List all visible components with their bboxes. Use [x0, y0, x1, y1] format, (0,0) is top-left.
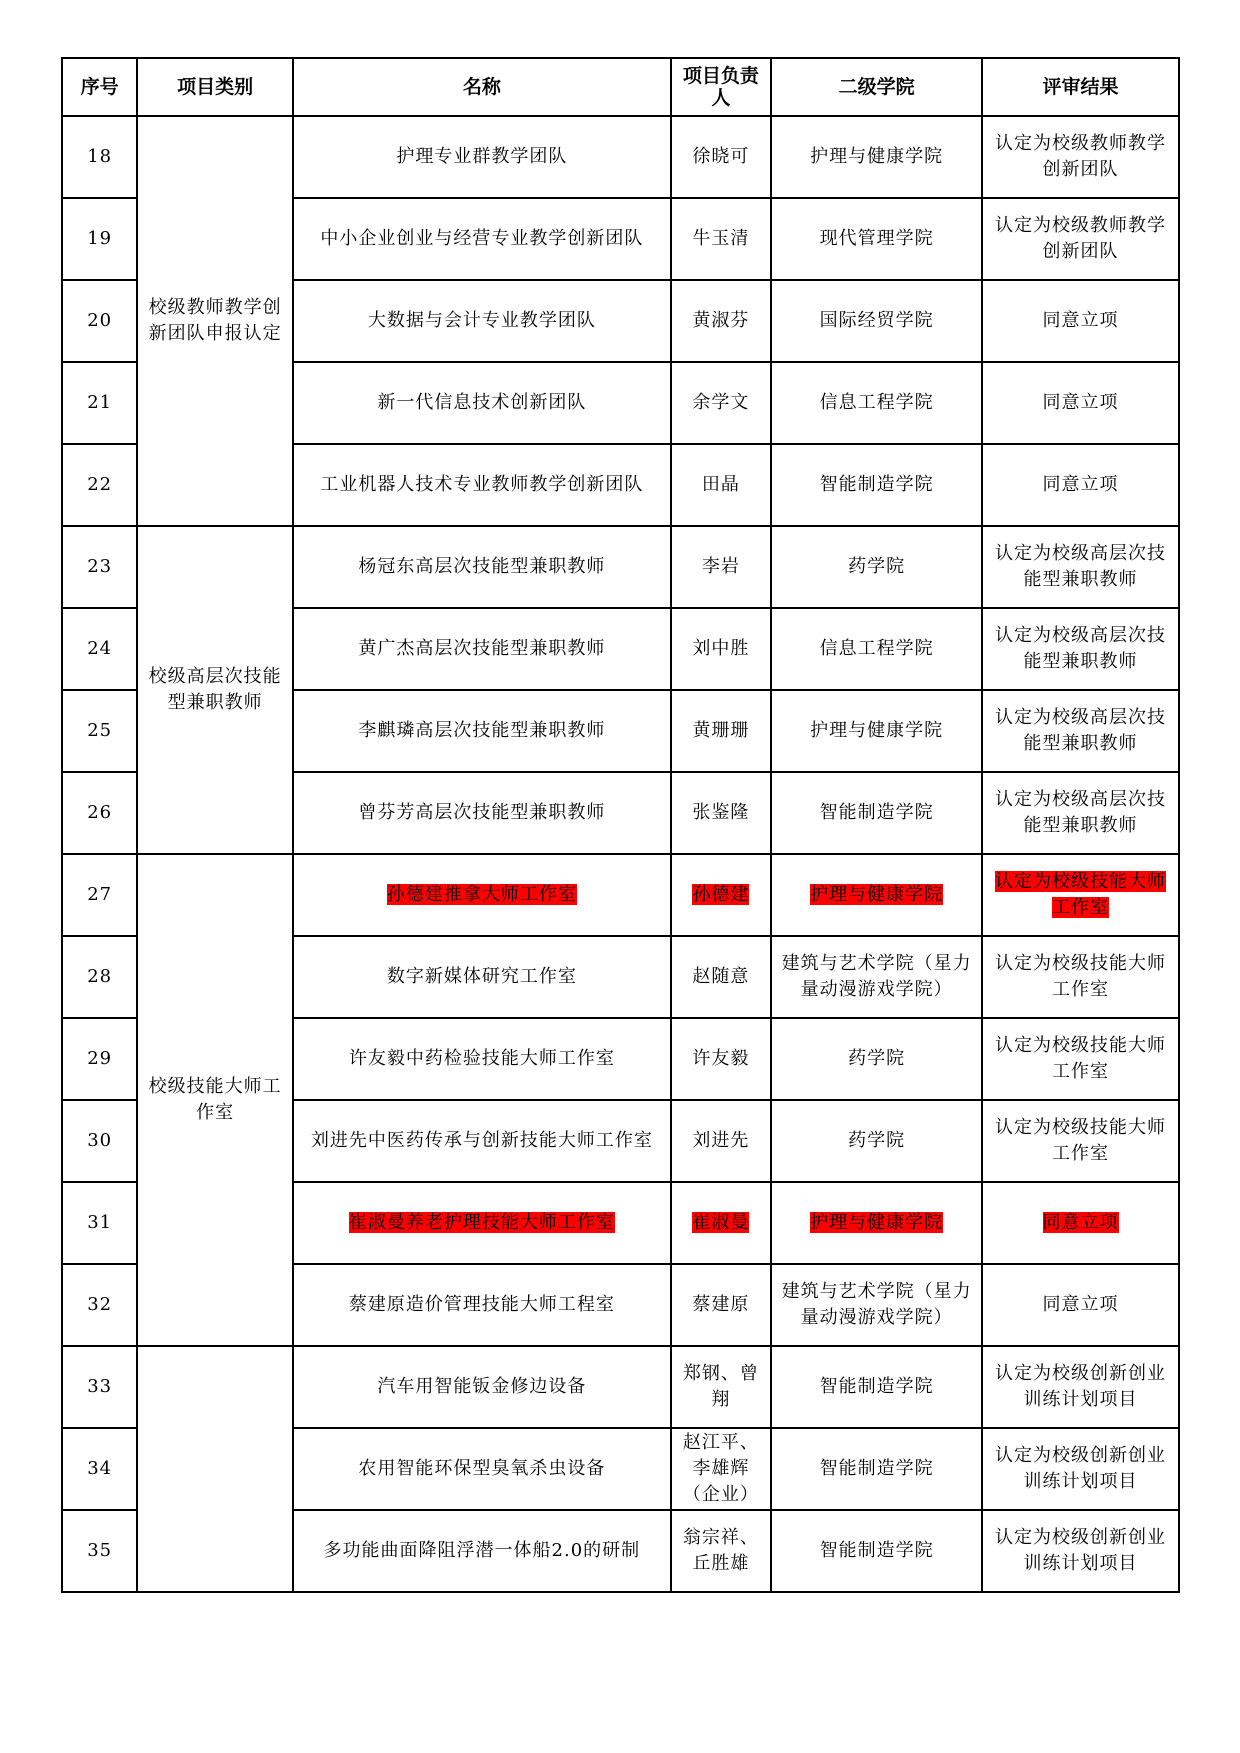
cell-name: 李麒璘高层次技能型兼职教师: [293, 690, 671, 772]
cell-name: 汽车用智能钣金修边设备: [293, 1346, 671, 1428]
cell-name: 农用智能环保型臭氧杀虫设备: [293, 1428, 671, 1510]
cell-category: 校级教师教学创新团队申报认定: [137, 116, 293, 526]
cell-leader-highlight: 孙德建: [692, 884, 750, 905]
cell-leader: 翁宗祥、丘胜雄: [671, 1510, 771, 1592]
table-body: [62, 116, 1179, 1592]
cell-leader: [671, 854, 771, 936]
cell-seq: 31: [62, 1182, 137, 1264]
cell-leader: 张鉴隆: [671, 772, 771, 854]
cell-leader: 黄淑芬: [671, 280, 771, 362]
cell-result: 认定为校级高层次技能型兼职教师: [982, 608, 1179, 690]
table-row: [62, 116, 1179, 198]
cell-result: 认定为校级技能大师工作室: [982, 936, 1179, 1018]
cell-result: [982, 1182, 1179, 1264]
cell-college: 信息工程学院: [771, 608, 982, 690]
table-row: [62, 854, 1179, 936]
cell-seq: 21: [62, 362, 137, 444]
cell-leader: 郑钢、曾翔: [671, 1346, 771, 1428]
cell-seq: 20: [62, 280, 137, 362]
cell-college: [771, 854, 982, 936]
cell-leader: 赵随意: [671, 936, 771, 1018]
cell-name: [293, 1182, 671, 1264]
cell-leader: 黄珊珊: [671, 690, 771, 772]
cell-college: 建筑与艺术学院（星力量动漫游戏学院）: [771, 1264, 982, 1346]
cell-name-highlight: 孙德建推拿大师工作室: [386, 884, 577, 905]
cell-seq: 30: [62, 1100, 137, 1182]
cell-leader: 李岩: [671, 526, 771, 608]
cell-college: 药学院: [771, 526, 982, 608]
cell-college: 现代管理学院: [771, 198, 982, 280]
cell-seq: 26: [62, 772, 137, 854]
cell-college: 国际经贸学院: [771, 280, 982, 362]
cell-college: 智能制造学院: [771, 444, 982, 526]
cell-leader: 蔡建原: [671, 1264, 771, 1346]
cell-name: 大数据与会计专业教学团队: [293, 280, 671, 362]
cell-result: 认定为校级高层次技能型兼职教师: [982, 690, 1179, 772]
header-name: 名称: [293, 58, 671, 116]
cell-college: [771, 1182, 982, 1264]
header-row: [62, 58, 1179, 116]
cell-seq: 35: [62, 1510, 137, 1592]
cell-seq: 27: [62, 854, 137, 936]
header-category: 项目类别: [137, 58, 293, 116]
cell-college: 护理与健康学院: [771, 116, 982, 198]
cell-college: 智能制造学院: [771, 1428, 982, 1510]
cell-seq: 19: [62, 198, 137, 280]
cell-leader: 刘进先: [671, 1100, 771, 1182]
cell-leader-highlight: 崔淑曼: [692, 1212, 750, 1233]
cell-name: 数字新媒体研究工作室: [293, 936, 671, 1018]
table-row: [62, 1346, 1179, 1428]
cell-name: 多功能曲面降阻浮潜一体船2.0的研制: [293, 1510, 671, 1592]
cell-leader: 余学文: [671, 362, 771, 444]
cell-name: 许友毅中药检验技能大师工作室: [293, 1018, 671, 1100]
cell-result: 认定为校级创新创业训练计划项目: [982, 1346, 1179, 1428]
cell-seq: 34: [62, 1428, 137, 1510]
cell-leader: 牛玉清: [671, 198, 771, 280]
cell-result: 同意立项: [982, 444, 1179, 526]
project-review-table: [61, 57, 1180, 1593]
header-college: 二级学院: [771, 58, 982, 116]
cell-result: 同意立项: [982, 362, 1179, 444]
cell-seq: 23: [62, 526, 137, 608]
cell-name: 黄广杰高层次技能型兼职教师: [293, 608, 671, 690]
cell-college: 建筑与艺术学院（星力量动漫游戏学院）: [771, 936, 982, 1018]
cell-name: [293, 854, 671, 936]
cell-name: 护理专业群教学团队: [293, 116, 671, 198]
table-row: [62, 526, 1179, 608]
cell-category: [137, 1346, 293, 1592]
cell-seq: 18: [62, 116, 137, 198]
cell-name: 曾芬芳高层次技能型兼职教师: [293, 772, 671, 854]
cell-leader: [671, 1182, 771, 1264]
cell-college-highlight: 护理与健康学院: [810, 884, 944, 905]
cell-name: 杨冠东高层次技能型兼职教师: [293, 526, 671, 608]
cell-college: 药学院: [771, 1018, 982, 1100]
cell-name: 中小企业创业与经营专业教学创新团队: [293, 198, 671, 280]
cell-result-highlight: 认定为校级技能大师工作室: [995, 871, 1167, 918]
cell-college: 智能制造学院: [771, 772, 982, 854]
cell-result: 认定为校级创新创业训练计划项目: [982, 1510, 1179, 1592]
cell-leader: 徐晓可: [671, 116, 771, 198]
cell-seq: 33: [62, 1346, 137, 1428]
cell-college-highlight: 护理与健康学院: [810, 1212, 944, 1233]
header-seq: 序号: [62, 58, 137, 116]
header-leader: 项目负责人: [671, 58, 771, 116]
cell-leader: 许友毅: [671, 1018, 771, 1100]
cell-leader: 田晶: [671, 444, 771, 526]
cell-name: 刘进先中医药传承与创新技能大师工作室: [293, 1100, 671, 1182]
cell-category: 校级技能大师工作室: [137, 854, 293, 1346]
cell-result-highlight: 同意立项: [1042, 1212, 1119, 1233]
cell-seq: 25: [62, 690, 137, 772]
header-result: 评审结果: [982, 58, 1179, 116]
cell-result: 认定为校级创新创业训练计划项目: [982, 1428, 1179, 1510]
cell-result: 同意立项: [982, 1264, 1179, 1346]
cell-name: 工业机器人技术专业教师教学创新团队: [293, 444, 671, 526]
cell-seq: 24: [62, 608, 137, 690]
cell-college: 智能制造学院: [771, 1510, 982, 1592]
cell-name-highlight: 崔淑曼养老护理技能大师工作室: [348, 1212, 615, 1233]
cell-leader: 刘中胜: [671, 608, 771, 690]
cell-seq: 32: [62, 1264, 137, 1346]
cell-college: 药学院: [771, 1100, 982, 1182]
cell-seq: 22: [62, 444, 137, 526]
cell-result: 同意立项: [982, 280, 1179, 362]
cell-college: 护理与健康学院: [771, 690, 982, 772]
cell-result: [982, 854, 1179, 936]
cell-result: 认定为校级技能大师工作室: [982, 1100, 1179, 1182]
cell-name: 新一代信息技术创新团队: [293, 362, 671, 444]
cell-result: 认定为校级高层次技能型兼职教师: [982, 772, 1179, 854]
cell-result: 认定为校级教师教学创新团队: [982, 198, 1179, 280]
cell-college: 智能制造学院: [771, 1346, 982, 1428]
cell-leader: 赵江平、李雄辉（企业）: [671, 1428, 771, 1510]
cell-name: 蔡建原造价管理技能大师工程室: [293, 1264, 671, 1346]
cell-seq: 29: [62, 1018, 137, 1100]
cell-category: 校级高层次技能型兼职教师: [137, 526, 293, 854]
cell-result: 认定为校级教师教学创新团队: [982, 116, 1179, 198]
cell-seq: 28: [62, 936, 137, 1018]
cell-result: 认定为校级高层次技能型兼职教师: [982, 526, 1179, 608]
cell-college: 信息工程学院: [771, 362, 982, 444]
cell-result: 认定为校级技能大师工作室: [982, 1018, 1179, 1100]
